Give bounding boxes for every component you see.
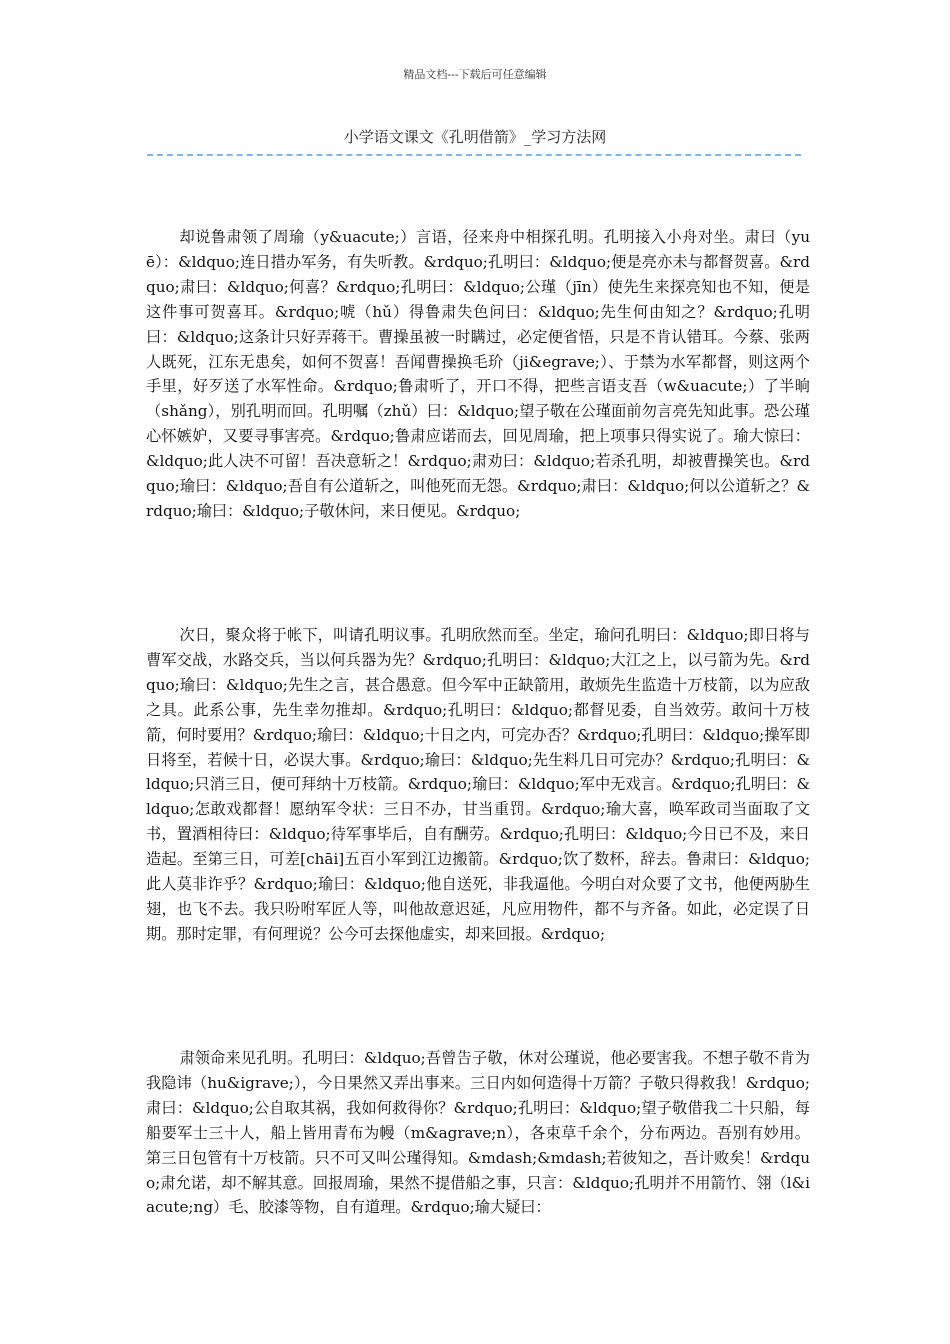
title-divider <box>147 154 801 156</box>
paragraph-1: 却说鲁肃领了周瑜（y&uacute;）言语，径来舟中相探孔明。孔明接入小舟对坐。肃曰（yuē）：&ldquo;连日措办军务，有失听教。&rdquo;孔明曰：&ldquo;便是亮亦未与都督贺喜。&rdquo;肃曰：&ldquo;何喜？&rdquo;孔明曰：&ldquo;公瑾（jīn）使先生来探亮知也不知，便是这件事可贺喜耳。&rdquo;唬（hǔ）得鲁肃失色问曰：&ldquo;先生何由知之？&rdquo;孔明曰：&ldquo;这条计只好弄蒋干。曹操虽被一时瞒过，必定便省悟，只是不肯认错耳。今蔡、张两人既死，江东无患矣，如何不贺喜！吾闻曹操换毛玠（ji&egrave;）、于禁为水军都督，则这两个手里，好歹送了水军性命。&rdquo;鲁肃听了，开口不得，把些言语支吾（w&uacute;）了半晌（shǎng），别孔明而回。孔明嘱（zhǔ）曰：&ldquo;望子敬在公瑾面前勿言亮先知此事。恐公瑾心怀嫉妒，又要寻事害亮。&rdquo;鲁肃应诺而去，回见周瑜，把上项事只得实说了。瑜大惊曰：&ldquo;此人决不可留！吾决意斩之！&rdquo;肃劝曰：&ldquo;若杀孔明，却被曹操笑也。&rdquo;瑜曰：&ldquo;吾自有公道斩之，叫他死而无怨。&rdquo;肃曰：&ldquo;何以公道斩之？&rdquo;瑜曰：&ldquo;子敬休问，来日便见。&rdquo; <box>146 228 810 520</box>
paragraph-3: 肃领命来见孔明。孔明曰：&ldquo;吾曾告子敬，休对公瑾说，他必要害我。不想子敬不肯为我隐讳（hu&igrave;），今日果然又弄出事来。三日内如何造得十万箭？子敬只得救我！&rdquo;肃曰：&ldquo;公自取其祸，我如何救得你？&rdquo;孔明曰：&ldquo;望子敬借我二十只船，每船要军士三十人，船上皆用青布为幔（m&agrave;n），各束草千余个，分布两边。吾别有妙用。第三日包管有十万枝箭。只不可又叫公瑾得知。&mdash;&mdash;若彼知之，吾计败矣！&rdquo;肃允诺，却不解其意。回报周瑜，果然不提借船之事，只言：&ldquo;孔明并不用箭竹、翎（l&iacute;ng）毛、胶漆等物，自有道理。&rdquo;瑜大疑曰： <box>146 1049 810 1217</box>
header-note: 精品文档---下载后可任意编辑 <box>403 68 547 81</box>
document-title: 小学语文课文《孔明借箭》_学习方法网 <box>343 128 607 146</box>
paragraph-2: 次日，聚众将于帐下，叫请孔明议事。孔明欣然而至。坐定，瑜问孔明曰：&ldquo;即日将与曹军交战，水路交兵，当以何兵器为先？&rdquo;孔明曰：&ldquo;大江之上，以弓箭为先。&rdquo;瑜曰：&ldquo;先生之言，甚合愚意。但今军中正缺箭用，敢烦先生监造十万枝箭，以为应敌之具。此系公事，先生幸勿推却。&rdquo;孔明曰：&ldquo;都督见委，自当效劳。敢问十万枝箭，何时要用？&rdquo;瑜曰：&ldquo;十日之内，可完办否？&rdquo;孔明曰：&ldquo;操军即日将至，若候十日，必误大事。&rdquo;瑜曰：&ldquo;先生料几日可完办？&rdquo;孔明曰：&ldquo;只消三日，便可拜纳十万枝箭。&rdquo;瑜曰：&ldquo;军中无戏言。&rdquo;孔明曰：&ldquo;怎敢戏都督！愿纳军令状：三日不办，甘当重罚。&rdquo;瑜大喜，唤军政司当面取了文书，置酒相待曰：&ldquo;待军事毕后，自有酬劳。&rdquo;孔明曰：&ldquo;今日已不及，来日造起。至第三日，可差[chāi]五百小军到江边搬箭。&rdquo;饮了数杯，辞去。鲁肃曰：&ldquo;此人莫非诈乎？&rdquo;瑜曰：&ldquo;他自送死，非我逼他。今明白对众要了文书，他便两胁生翅，也飞不去。我只吩咐军匠人等，叫他故意迟延，凡应用物件，都不与齐备。如此，必定误了日期。那时定罪，有何理说？公今可去探他虚实，却来回报。&rdquo; <box>146 626 810 943</box>
